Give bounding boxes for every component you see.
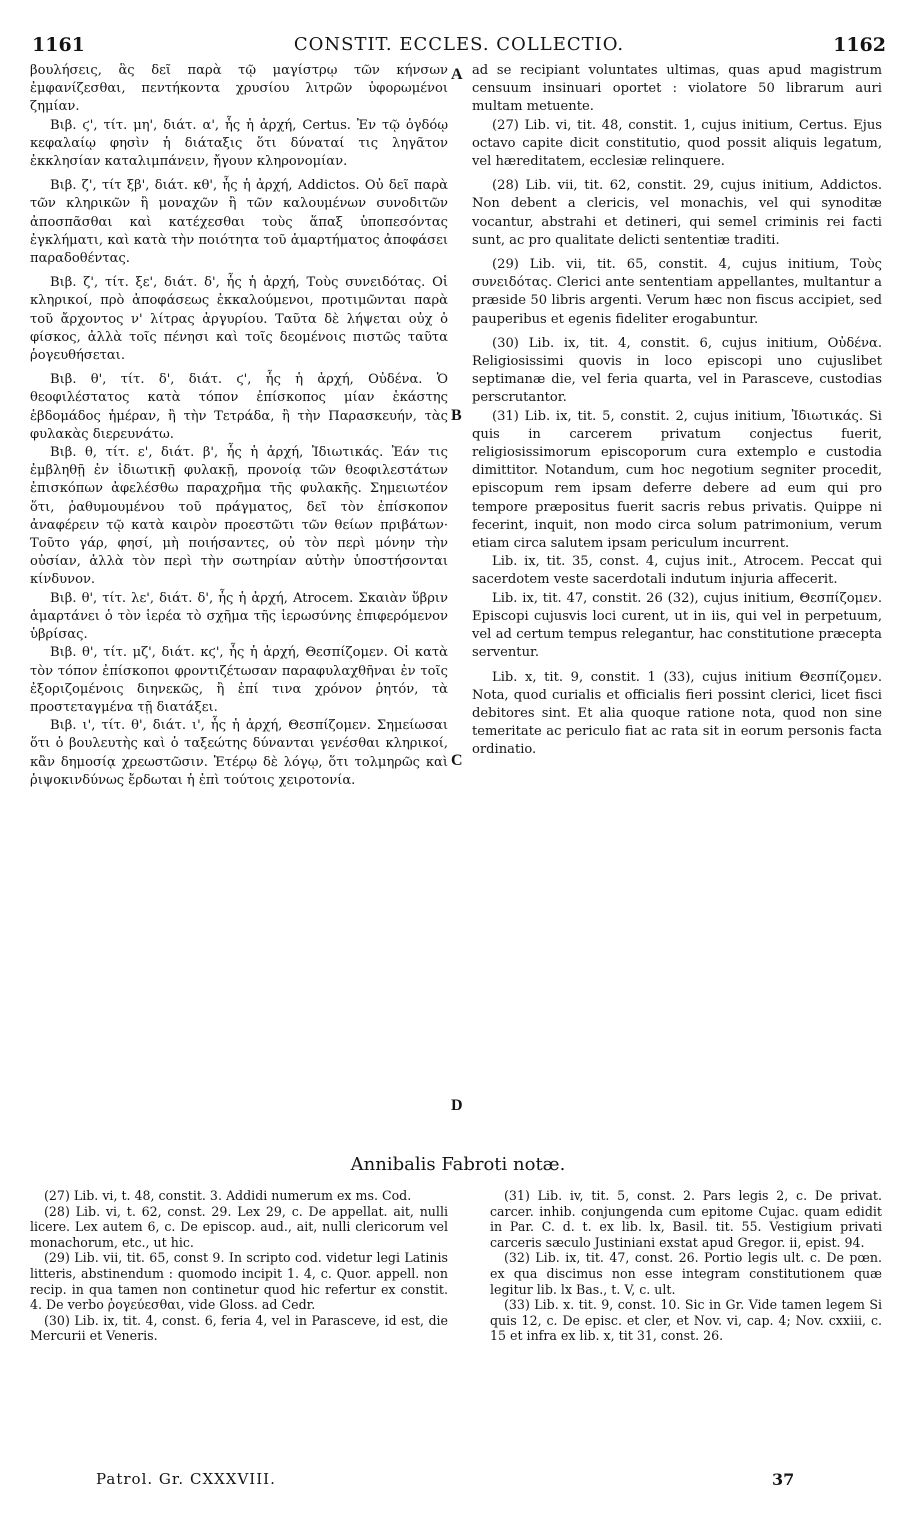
sheet-number: 37: [772, 1470, 795, 1489]
latin-entry: Lib. ix, tit. 35, const. 4, cujus init., Atrocem. Peccat qui sacerdotem veste sacerdotali indutum injuria affecerit.: [472, 554, 882, 588]
footnote: (31) Lib. iv, tit. 5, const. 2. Pars legis 2, c. De privat. carcer. inhib. conjungenda cum epitome Cujac. quam edidit in Par. C. d. t. ex lib. lx, Basil. tit. 55. Vestigium privati carceris sæculo Justiniani exstat apud Gregor. ii, epist. 94.: [490, 1188, 882, 1250]
latin-column: [472, 62, 882, 760]
notes-column-left: [30, 1188, 448, 1344]
latin-entry: Lib. ix, tit. 47, constit. 26 (32), cujus initium, Θεσπίζομεν. Episcopi cujusvis loci curent, ut in iis, qui vel in perpetuum, vel ad certum tempus relegantur, hac constitutione præcepta serventur.: [472, 590, 882, 661]
notes-column-right: [490, 1188, 882, 1344]
series-signature: Patrol. Gr. CXXXVIII.: [96, 1470, 276, 1488]
margin-letter-c: C: [451, 752, 463, 769]
page-number-right: 1162: [833, 34, 886, 56]
greek-entry: βουλήσεις, ἃς δεῖ παρὰ τῷ μαγίστρῳ τῶν κήνσων ἐμφανίζεσθαι, πεντήκοντα χρυσίου λιτρῶν ὑφορωμένοι ζημίαν.: [30, 63, 448, 115]
page-header: [32, 34, 886, 62]
latin-entry: (29) Lib. vii, tit. 65, constit. 4, cujus initium, Τοὺς συνειδότας. Clerici ante sententiam appellantes, multantur a præside 50 libris argenti. Verum hæc non fiscus accipiet, sed pauperibus et egenis fideliter erogabuntur.: [472, 257, 882, 327]
greek-entry: Βιβ. ζ', τίτ ξβ', διάτ. κθ', ἧς ἡ ἀρχή, Addictos. Οὐ δεῖ παρὰ τῶν κληρικῶν ἢ μοναχῶν ἢ τῶν καλουμένων συνοδιτῶν ἀποσπᾶσθαι καὶ κατέχεσθαι τοὺς ἅπαξ ὑποπεσόντας ἐγκλήματι, καὶ κατὰ τὴν ποιότητα τοῦ ἁμαρτήματος ἀποφάσει παραδοθέντας.: [30, 178, 448, 267]
page-footer: [0, 1470, 916, 1494]
greek-column: [30, 62, 448, 790]
margin-letter-d: D: [451, 1097, 463, 1114]
greek-entry: Βιβ. ι', τίτ. θ', διάτ. ι', ἧς ἡ ἀρχή, Θεσπίζομεν. Σημείωσαι ὅτι ὁ βουλευτὴς καὶ ὁ ταξεώτης δύνανται γενέσθαι κληρικοί, κἂν δημοσίᾳ χρεωστῶσιν. Ἑτέρῳ δὲ λόγῳ, ὅτι τολμηρῶς καὶ ῥιψοκινδύνως ἔρδωται ἡ ἐπὶ τούτοις χειροτονία.: [30, 718, 448, 788]
latin-entry: ad se recipiant voluntates ultimas, quas apud magistrum censuum insinuari oportet : violatore 50 librarum auri multam metuente.: [472, 63, 882, 115]
greek-entry: Βιβ. θ, τίτ. ε', διάτ. β', ἧς ἡ ἀρχή, Ἰδιωτικάς. Ἐάν τις ἐμβληθῇ ἐν ἰδιωτικῇ φυλακῇ, προνοίᾳ τῶν θεοφιλεστάτων ἐπισκόπων ἀφελέσθω παραχρῆμα τῆς φυλακῆς. Σημειωτέον ὅτι, ῥαθυμουμένου τοῦ πράγματος, δεῖ τὸν ἐπίσκοπον ἀναφέρειν τῷ κατὰ καιρὸν προεστῶτι τῶν θείων πριβάτων· Τοῦτο γάρ, φησί, μὴ ποιήσαντες, οὐ τὸν περὶ μόνην τὴν οὐσίαν, ἀλλὰ τὸν περὶ τὴν σωτηρίαν αὐτὴν ὑποστήσονται κίνδυνον.: [30, 445, 448, 588]
latin-entry: (30) Lib. ix, tit. 4, constit. 6, cujus initium, Οὐδένα. Religiosissimi quovis in loco episcopi uno cujuslibet septimanæ die, vel feria quarta, vel in Parasceve, custodias perscrutantor.: [472, 335, 882, 406]
footnote: (32) Lib. ix, tit. 47, const. 26. Portio legis ult. c. De pœn. ex qua discimus non esse integram constitutionem quæ legitur lib. lx Bas., t. V, c. ult.: [490, 1250, 882, 1297]
greek-entry: Βιβ. θ', τίτ. μζ', διάτ. κϛ', ἧς ἡ ἀρχή, Θεσπίζομεν. Οἱ κατὰ τὸν τόπον ἐπίσκοποι φροντιζέτωσαν παραφυλαχθῆναι ἐν τοῖς ἐξοριζομένοις διηνεκῶς, ἢ ἐπί τινα χρόνον ῥητόν, τὰ προστεταγμένα τῇ διατάξει.: [30, 645, 448, 715]
footnote: (33) Lib. x. tit. 9, const. 10. Sic in Gr. Vide tamen legem Si quis 12, c. De episc. et cler, et Nov. vi, cap. 4; Nov. cxxiii, c. 15 et infra ex lib. x, tit 31, const. 26.: [490, 1297, 882, 1344]
greek-entry: Βιβ. ϛ', τίτ. μη', διάτ. α', ἧς ἡ ἀρχή, Certus. Ἐν τῷ ὀγδόῳ κεφαλαίῳ φησὶν ἡ διάταξις ὅτι δύναταί τις ληγᾶτον ἐκκλησίαν καταλιμπάνειν, ἤγουν κληρονομίαν.: [30, 117, 448, 170]
greek-entry: Βιβ. θ', τίτ. δ', διάτ. ϛ', ἧς ἡ ἀρχή, Οὐδένα. Ὁ θεοφιλέστατος κατὰ τόπον ἐπίσκοπος μίαν ἑκάστης ἑβδομάδος ἡμέραν, ἢ τὴν Τετράδα, ἢ τὴν Παρασκευήν, τὰς φυλακὰς διερευνάτω.: [30, 372, 448, 442]
latin-entry: (28) Lib. vii, tit. 62, constit. 29, cujus initium, Addictos. Non debent a clericis, vel monachis, vel qui synoditæ vocantur, abstrahi et detineri, qui semel criminis rei facti sunt, ac pro qualitate delicti sententiæ traditi.: [472, 178, 882, 248]
footnote: (30) Lib. ix, tit. 4, const. 6, feria 4, vel in Parasceve, id est, die Mercurii et Veneris.: [30, 1312, 448, 1344]
latin-entry: (27) Lib. vi, tit. 48, constit. 1, cujus initium, Certus. Ejus octavo capite dicit constitutio, quod possit aliquis legatum, vel hæreditatem, ecclesiæ relinquere.: [472, 117, 882, 170]
footnote: (27) Lib. vi, t. 48, constit. 3. Addidi numerum ex ms. Cod.: [44, 1188, 412, 1203]
margin-letter-b: B: [451, 407, 462, 424]
footnote: (28) Lib. vi, t. 62, const. 29. Lex 29, c. De appellat. ait, nulli licere. Lex autem 6, c. De episcop. aud., ait, nulli clericorum vel monachorum, etc., ut hic.: [30, 1203, 448, 1250]
latin-entry: Lib. x, tit. 9, constit. 1 (33), cujus initium Θεσπίζομεν. Nota, quod curialis et officialis fieri possint clerici, licet fisci debitores sint. Et alia quoque ratione nota, quod non sine temeritate ac periculo fiat ac rata sit in eorum personis facta ordinatio.: [472, 669, 882, 758]
latin-entry: (31) Lib. ix, tit. 5, constit. 2, cujus initium, Ἰδιωτικάς. Si quis in carcerem privatum conjectus fuerit, religiosissimorum episcoporum cura extemplo e custodia dimittitor. Notandum, cum hoc negotium segniter procedit, episcopum rem ipsam deferre debere ad eum qui pro tempore præpositus fuerit sacris rebus privatis. Quippe ni fecerint, inquit, non modo circa solum patrimonium, verum etiam circa salutem ipsam periculum incurrent.: [472, 408, 882, 552]
footnote: (29) Lib. vii, tit. 65, const 9. In scripto cod. videtur legi Latinis litteris, abstinendum : quomodo incipit 1. 4, c. Quor. appell. non recip. in qua tamen non continetur quod hic refertur ex constit. 4. De verbo ῥογεύεσθαι, vide Gloss. ad Cedr.: [30, 1250, 448, 1313]
greek-entry: Βιβ. ζ', τίτ. ξε', διάτ. δ', ἧς ἡ ἀρχή, Τοὺς συνειδότας. Οἱ κληρικοί, πρὸ ἀποφάσεως ἐκκαλούμενοι, προτιμῶνται παρὰ τοῦ ἄρχοντος ν' λίτρας ἀργυρίου. Ταῦτα δὲ λήψεται οὐχ ὁ φίσκος, ἀλλὰ τοῖς πένησι καὶ τοῖς δεομένοις πιστῶς ταῦτα ῥογευθήσεται.: [30, 275, 448, 364]
margin-letter-a: A: [451, 66, 463, 83]
running-title: CONSTIT. ECCLES. COLLECTIO.: [293, 34, 625, 55]
greek-entry: Βιβ. θ', τίτ. λε', διάτ. δ', ἧς ἡ ἀρχή, Atrocem. Σκαιὰν ὕβριν ἁμαρτάνει ὁ τὸν ἱερέα τὸ σχῆμα τῆς ἱερωσύνης ἐπιφερόμενον ὑβρίσας.: [30, 590, 448, 643]
page-number-left: 1161: [32, 34, 85, 56]
notes-heading: Annibalis Fabroti notæ.: [350, 1154, 566, 1175]
